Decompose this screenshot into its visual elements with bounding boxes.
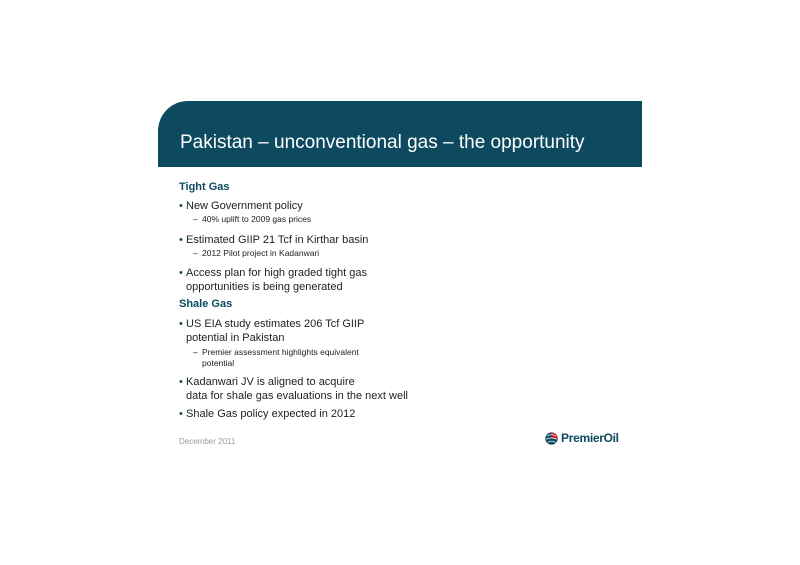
sub-bullet-item [193, 347, 359, 369]
bullet-text: Shale Gas policy expected in 2012 [186, 408, 356, 420]
bullet-dot: • [179, 376, 183, 388]
bullet-dot: • [179, 408, 183, 420]
sub-bullet-dash: – [193, 248, 198, 258]
premier-oil-globe-icon [545, 432, 558, 445]
bullet-item [179, 233, 368, 247]
sub-bullet-text: 40% uplift to 2009 gas prices [202, 214, 312, 224]
footer-date: December 2011 [179, 437, 236, 446]
sub-bullet-text: 2012 Pilot project in Kadanwari [202, 248, 320, 258]
bullet-text: Estimated GIIP 21 Tcf in Kirthar basin [186, 234, 369, 246]
slide-content [158, 101, 642, 463]
sub-bullet-item [193, 248, 319, 259]
bullet-item [179, 199, 303, 213]
bullet-text: Kadanwari JV is aligned to acquire [186, 376, 355, 388]
bullet-dot: • [179, 234, 183, 246]
sub-bullet-dash: – [193, 214, 198, 224]
bullet-text: New Government policy [186, 200, 303, 212]
slide-title: Pakistan – unconventional gas – the opportunity [180, 132, 585, 153]
slide [158, 101, 642, 463]
bullet-item [179, 317, 364, 345]
bullet-text-continued: data for shale gas evaluations in the next well [186, 390, 408, 402]
bullet-dot: • [179, 200, 183, 212]
sub-bullet-text: Premier assessment highlights equivalent [202, 347, 359, 357]
sub-bullet-dash: – [193, 347, 198, 357]
bullet-item [179, 407, 355, 421]
sub-bullet-item [193, 214, 311, 225]
bullet-text: US EIA study estimates 206 Tcf GIIP [186, 318, 365, 330]
section-heading-tight-gas: Tight Gas [179, 181, 230, 193]
bullet-text-continued: potential in Pakistan [186, 332, 285, 344]
section-heading-shale-gas: Shale Gas [179, 298, 233, 310]
bullet-dot: • [179, 318, 183, 330]
sub-bullet-text-continued: potential [202, 358, 235, 368]
logo-text: PremierOil [561, 431, 619, 445]
bullet-item [179, 375, 408, 403]
bullet-text-continued: opportunities is being generated [186, 281, 343, 293]
bullet-dot: • [179, 267, 183, 279]
bullet-item [179, 266, 367, 294]
bullet-text: Access plan for high graded tight gas [186, 267, 368, 279]
premier-oil-logo [545, 431, 619, 445]
